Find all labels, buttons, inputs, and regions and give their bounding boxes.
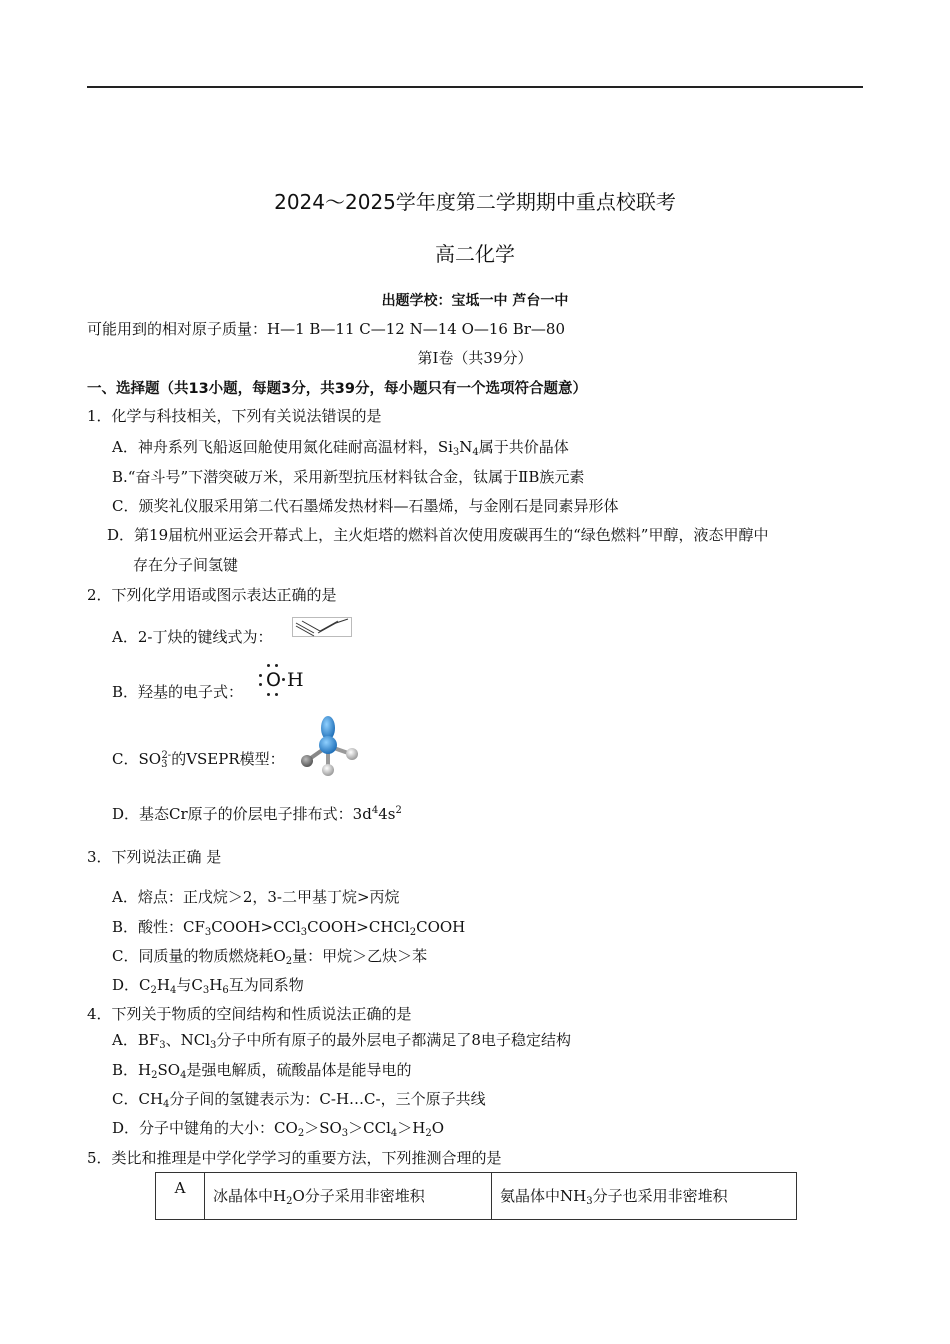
q1-option-a: A．神舟系列飞船返回舱使用氮化硅耐高温材料，$Si_3N_4$属于共价晶体 — [112, 438, 569, 458]
butyne-skeletal-figure — [292, 617, 354, 639]
lone-pair-dot — [275, 693, 278, 696]
q4-option-a: A．$BF_3$、NCl$_3$分子中所有原子的最外层电子都满足了8电子稳定结构 — [112, 1031, 571, 1051]
q4-option-b: B．$H_2SO_4$是强电解质，硫酸晶体是能导电的 — [112, 1061, 412, 1081]
q2-option-a: A．2-丁炔的键线式为： — [112, 628, 273, 646]
part-heading: 第Ⅰ卷（共39分） — [417, 349, 533, 367]
exam-subject: 高二化学 — [435, 242, 515, 266]
q1-option-c: C．颁奖礼仪服采用第二代石墨烯发热材料—石墨烯，与金刚石是同素异形体 — [112, 497, 619, 515]
exam-school: 出题学校：宝坻一中 芦台一中 — [381, 293, 569, 309]
bond-electron-dot — [282, 678, 285, 681]
q4-stem: 4．下列关于物质的空间结构和性质说法正确的是 — [87, 1005, 412, 1023]
section-heading: 一、选择题（共13小题，每题3分，共39分，每小题只有一个选项符合题意） — [87, 381, 587, 397]
atomic-mass-line: 可能用到的相对原子质量：H—1 B—11 C—12 N—14 O—16 Br—80 — [87, 320, 566, 338]
q5-row-premise: 冰晶体中$H_2O$分子采用非密堆积 — [205, 1173, 492, 1220]
q2-stem: 2．下列化学用语或图示表达正确的是 — [87, 586, 337, 604]
lone-pair-dot — [267, 693, 270, 696]
q2-option-d: D．基态Cr原子的价层电子排布式：$3d^44s^2$ — [112, 805, 402, 823]
exam-title: 2024～2025学年度第二学期期中重点校联考 — [274, 190, 676, 214]
lone-pair-dot — [275, 664, 278, 667]
q3-option-b: B．酸性：$CF_3COOH>CCl_3COOH>CHCl_2COOH$ — [112, 918, 466, 938]
q3-option-c: C．同质量的物质燃烧耗$O_2$量：甲烷＞乙炔＞苯 — [112, 947, 428, 967]
oxygen-symbol: O — [266, 669, 281, 691]
q5-options-table — [155, 1172, 797, 1220]
q3-option-d: D．$C_2H_4$与$C_3H_6$互为同系物 — [112, 976, 304, 996]
q3-stem: 3．下列说法正确 是 — [87, 848, 222, 866]
q5-stem: 5．类比和推理是中学化学学习的重要方法，下列推测合理的是 — [87, 1149, 502, 1167]
q1-option-d-line2: 存在分子间氢键 — [133, 556, 239, 574]
q1-stem: 1．化学与科技相关，下列有关说法错误的是 — [87, 407, 382, 425]
hydrogen-symbol: H — [287, 669, 304, 691]
q4-option-d: D．分子中键角的大小：$CO_2>SO_3>CCl_4>H_2O$ — [112, 1119, 445, 1139]
sulfite-vsepr-model-figure — [296, 716, 362, 778]
q2-option-b: B．羟基的电子式： — [112, 683, 244, 701]
q5-row-inference: 氨晶体中$NH_3$分子也采用非密堆积 — [492, 1173, 797, 1220]
q4-option-c: C．$CH_4$分子间的氢键表示为：C-H…C-，三个原子共线 — [112, 1090, 486, 1110]
lone-pair-dot — [259, 674, 262, 677]
q3-option-a: A．熔点：正戊烷＞2，3-二甲基丁烷>丙烷 — [112, 888, 400, 906]
lone-pair-dot — [259, 683, 262, 686]
q2-option-c: C．$SO_3^{2-}$的VSEPR模型： — [112, 750, 285, 770]
hydroxyl-electron-dot-figure — [258, 664, 308, 698]
table-row — [156, 1173, 797, 1220]
q5-row-label: A — [156, 1173, 205, 1220]
header-rule — [87, 86, 863, 88]
lone-pair-dot — [267, 664, 270, 667]
q1-option-b: B.“奋斗号”下潜突破万米，采用新型抗压材料钛合金，钛属于ⅡB族元素 — [112, 468, 585, 486]
q1-option-d-line1: D．第19届杭州亚运会开幕式上，主火炬塔的燃料首次使用废碳再生的“绿色燃料”甲醇，液态甲醇中 — [107, 526, 769, 544]
